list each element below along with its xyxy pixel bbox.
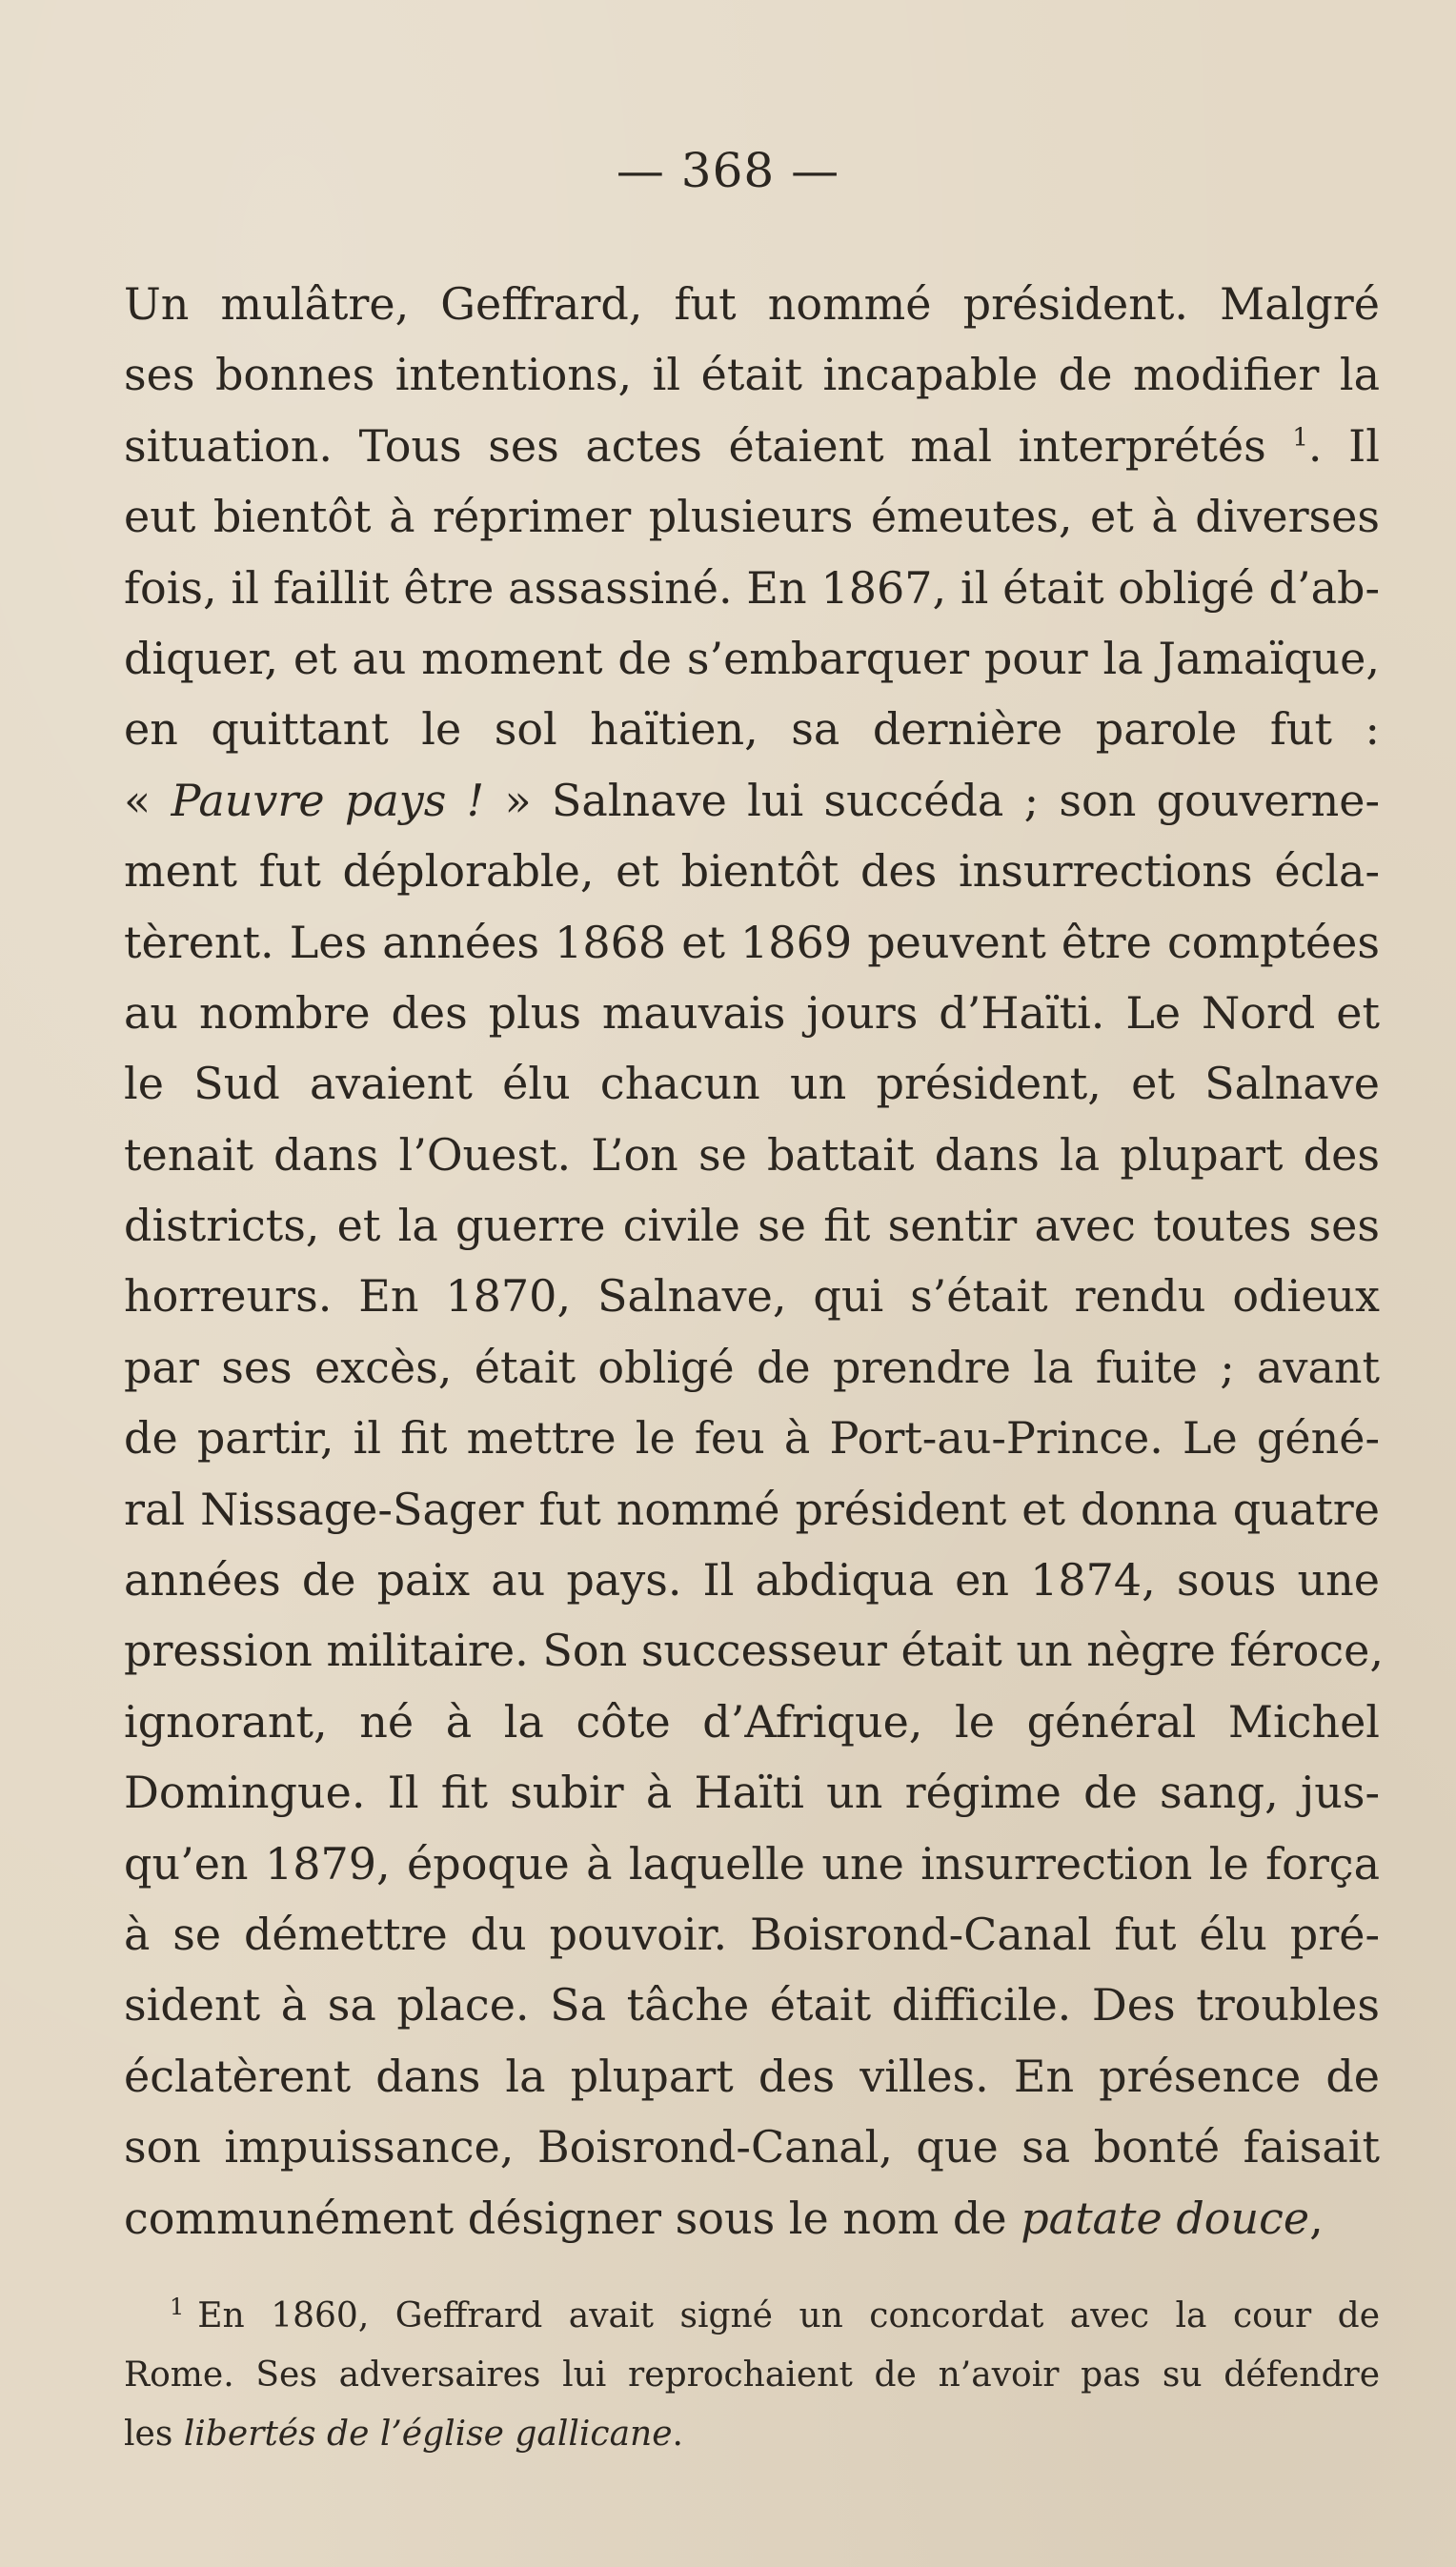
text-segment: de partir, il fit mettre le feu à Port-au-Prince. Le géné-: [124, 1412, 1380, 1465]
text-segment: Un mulâtre, Geffrard, fut nommé président. Malgré: [124, 278, 1380, 330]
text-segment: fois, il faillit être assassiné. En 1867, il était obligé d’ab-: [124, 561, 1380, 614]
page-number: — 368 —: [616, 143, 840, 198]
footnote-number: 1: [170, 2294, 185, 2320]
text-line: [124, 1332, 1380, 1403]
footnote-line: [124, 2405, 1380, 2464]
footnote-line: [124, 2346, 1380, 2405]
text-line: [124, 1190, 1380, 1261]
italic-text: libertés de l’église gallicane: [183, 2415, 673, 2454]
text-segment: » Salnave lui succéda ; son gouverne-: [484, 774, 1381, 826]
text-segment: horreurs. En 1870, Salnave, qui s’était rendu odieux: [124, 1270, 1380, 1323]
text-line: [124, 1120, 1380, 1190]
text-segment: eut bientôt à réprimer plusieurs émeutes, et à diverses: [124, 491, 1380, 543]
text-line: [124, 1545, 1380, 1615]
text-line: [124, 1687, 1380, 1757]
text-segment: le Sud avaient élu chacun un président, et Salnave: [124, 1058, 1380, 1110]
text-line: [124, 2041, 1380, 2112]
text-segment: ral Nissage-Sager fut nommé président et donna quatre: [124, 1483, 1380, 1535]
text-segment: au nombre des plus mauvais jours d’Haïti. Le Nord et: [124, 986, 1380, 1039]
text-segment: ,: [1309, 2192, 1324, 2244]
text-segment: pression militaire. Son successeur était un nègre féroce,: [124, 1625, 1384, 1677]
text-segment: années de paix au pays. Il abdiqua en 1874, sous une: [124, 1554, 1380, 1607]
footnote-reference: 1: [1292, 423, 1308, 453]
text-line: [124, 765, 1380, 836]
text-line: [124, 1048, 1380, 1119]
text-segment: en quittant le sol haïtien, sa dernière parole fut :: [124, 703, 1380, 756]
text-segment: . Il: [1307, 419, 1380, 472]
text-segment: sident à sa place. Sa tâche était difficile. Des troubles: [124, 1979, 1380, 2031]
text-line: [124, 907, 1380, 978]
text-segment: tenait dans l’Ouest. L’on se battait dans la plupart des: [124, 1128, 1380, 1181]
text-line: [124, 269, 1380, 339]
text-segment: diquer, et au moment de s’embarquer pour la Jamaïque,: [124, 632, 1380, 684]
text-line: [124, 623, 1380, 694]
text-line: [124, 1757, 1380, 1828]
text-line: [124, 2183, 1380, 2254]
text-line: [124, 694, 1380, 764]
text-segment: éclatèrent dans la plupart des villes. En présence de: [124, 2050, 1380, 2102]
text-line: [124, 553, 1380, 623]
text-segment: ignorant, né à la côte d’Afrique, le général Michel: [124, 1695, 1380, 1748]
text-segment: .: [672, 2415, 683, 2454]
text-segment: districts, et la guerre civile se fit sentir avec toutes ses: [124, 1200, 1380, 1252]
text-line: [124, 836, 1380, 906]
text-line: [124, 481, 1380, 552]
text-segment: Rome. Ses adversaires lui reprochaient de n’avoir pas su défendre: [124, 2355, 1380, 2395]
text-line: [124, 1829, 1380, 1899]
text-line: [124, 1403, 1380, 1473]
footnote-line: [124, 2287, 1380, 2346]
text-segment: ses bonnes intentions, il était incapable de modifier la: [124, 349, 1380, 401]
text-line: [124, 1899, 1380, 1970]
text-segment: situation. Tous ses actes étaient mal interprétés: [124, 419, 1293, 472]
text-line: [124, 978, 1380, 1048]
text-segment: «: [124, 774, 172, 826]
italic-text: patate douce: [1021, 2192, 1310, 2244]
text-segment: qu’en 1879, époque à laquelle une insurrection le força: [124, 1837, 1380, 1890]
text-segment: Domingue. Il fit subir à Haïti un régime de sang, jus-: [124, 1767, 1380, 1819]
text-segment: tèrent. Les années 1868 et 1869 peuvent être comptées: [124, 916, 1380, 968]
text-line: [124, 339, 1380, 410]
text-line: [124, 1261, 1380, 1331]
text-line: [124, 1474, 1380, 1545]
text-segment: son impuissance, Boisrond-Canal, que sa bonté faisait: [124, 2121, 1380, 2173]
text-segment: ment fut déplorable, et bientôt des insurrections écla-: [124, 845, 1380, 898]
text-line: [124, 411, 1380, 481]
footnotes: [124, 2287, 1380, 2464]
text-line: [124, 2112, 1380, 2182]
text-segment: les: [124, 2415, 184, 2454]
body-text: [124, 269, 1384, 2254]
text-segment: par ses excès, était obligé de prendre la fuite ; avant: [124, 1341, 1380, 1393]
text-line: [124, 1970, 1380, 2040]
text-segment: communément désigner sous le nom de: [124, 2192, 1021, 2244]
italic-text: Pauvre pays !: [171, 774, 485, 826]
text-line: [124, 1615, 1384, 1686]
text-segment: En 1860, Geffrard avait signé un concordat avec la cour de: [197, 2296, 1380, 2335]
text-segment: à se démettre du pouvoir. Boisrond-Canal fut élu pré-: [124, 1908, 1380, 1960]
